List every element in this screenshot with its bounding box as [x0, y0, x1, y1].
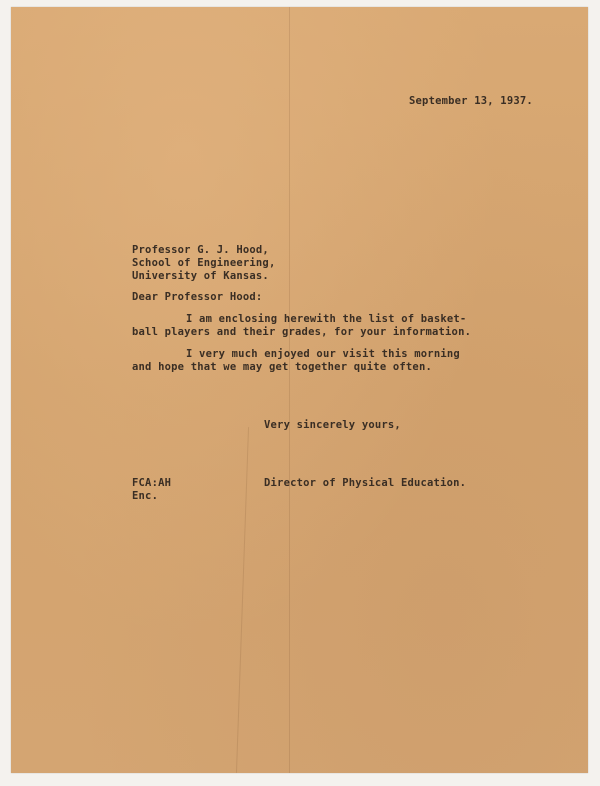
- letter-date: September 13, 1937.: [409, 95, 533, 107]
- body-paragraph-1-line-2: ball players and their grades, for your information.: [132, 326, 472, 338]
- letter-page: [11, 7, 588, 773]
- body-paragraph-2-line-2: and hope that we may get together quite often.: [132, 361, 432, 373]
- paper-crease: [289, 7, 290, 773]
- paper-crease: [236, 427, 249, 773]
- body-paragraph-1-line-1: I am enclosing herewith the list of basket-: [186, 313, 467, 325]
- recipient-name: Professor G. J. Hood,: [132, 244, 269, 256]
- recipient-department: School of Engineering,: [132, 257, 276, 269]
- reference-initials: FCA:AH: [132, 477, 172, 489]
- salutation: Dear Professor Hood:: [132, 291, 263, 303]
- signature-title: Director of Physical Education.: [264, 477, 467, 489]
- recipient-institution: University of Kansas.: [132, 270, 269, 282]
- closing: Very sincerely yours,: [264, 419, 401, 431]
- body-paragraph-2-line-1: I very much enjoyed our visit this morning: [186, 348, 460, 360]
- enclosure-note: Enc.: [132, 490, 159, 502]
